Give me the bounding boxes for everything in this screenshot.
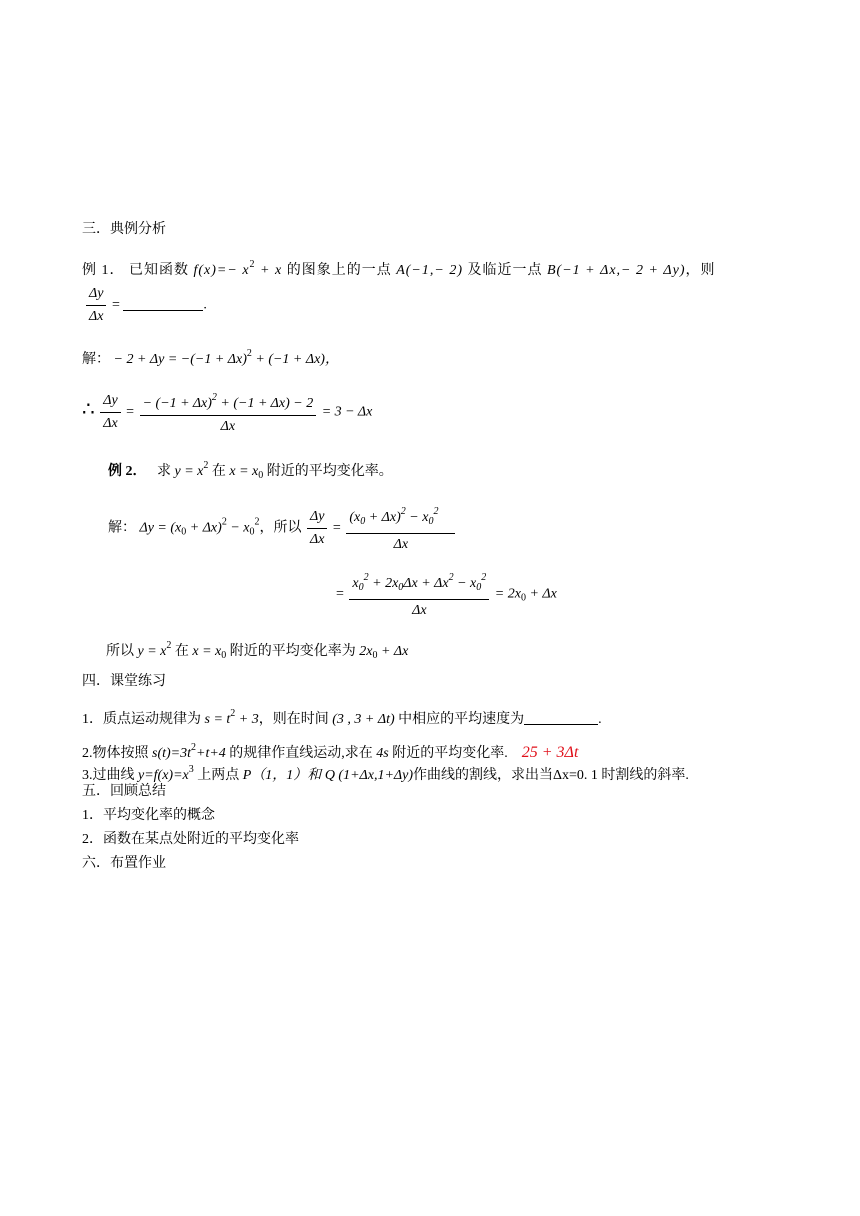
exercise-2-answer: 25 + 3Δt [521,744,579,761]
exercise-1: 1．质点运动规律为 $s = t^2 + 3$，则在时间 (3 , 3 + Δt) 中相应的平均速度为 . [82,708,602,727]
section-4-heading: 四．课堂练习 [82,674,166,689]
answer-blank [123,296,203,311]
section-3-heading: 三．典例分析 [82,222,166,237]
example-1-solution-step: 解： − $2 + \Delta y = -(-1 + \Delta x)^2 + (-1 + \Delta x)$， [82,348,339,367]
example-2-solution-line-1: 解： $\Delta y = (x_0 + \Delta x)^2 - x_0^2$，所以 $\frac{\Delta y}{\Delta x}$ = $\frac{(x_0 + \Delta x)^2 - x_0^2}{\Delta x}$ [108,502,457,555]
dy-dx-fraction: $\frac{\Delta y}{\Delta x}$ [86,284,106,327]
example-2-conclusion: 所以 $y = x^2$ 在 $x = x_0$ 附近的平均变化率为 $2x_0 + \Delta x$ [106,640,409,661]
example-2-label: 例 2． [108,464,147,479]
example-2-statement: 例 2． 求 $y = x^2$ 在 $x = x_0$ 附近的平均变化率。 [108,460,393,481]
section-5-heading: 五．回顾总结 [82,784,166,799]
solution-fraction: $\frac{- (-1 + \Delta x)^2 + (-1 + \Delta x) - 2}{\Delta x}$ [140,388,317,437]
example-2-solution-line-2: = $\frac{x_0^2 + 2x_0\Delta x + \Delta x^2 - x_0^2}{\Delta x}$ = $2x_0 + \Delta x$ [336,568,557,621]
example-1-solution-result: ∴ $\frac{\Delta y}{\Delta x}$ = $\frac{- (-1 + \Delta x)^2 + (-1 + \Delta x) - 2}{\Delta x}$ = 3 − Δx [82,388,372,437]
example-2-fraction-1: $\frac{(x_0 + \Delta x)^2 - x_0^2}{\Delta x}$ [346,502,455,555]
example-1-question: $\frac{\Delta y}{\Delta x}$ = . [84,284,207,327]
summary-item-1: 1．平均变化率的概念 [82,808,215,823]
exercise-3: 3.过曲线 $y=f(x)=x^3$ 上两点 P（1，1）和 Q (1+Δx,1+Δy)作曲线的割线，求出当Δx=0. 1 时割线的斜率. [82,764,689,783]
exercise-1-blank [524,710,598,725]
exercise-2: 2.物体按照 $s(t)=3t^2+t+4$ 的规律作直线运动,求在 4s 附近的平均变化率. 25 + 3Δt [82,742,579,761]
example-1-label: 例 1． [82,263,125,278]
example-2-fraction-2: $\frac{x_0^2 + 2x_0\Delta x + \Delta x^2 - x_0^2}{\Delta x}$ [349,568,489,621]
section-6-heading: 六．布置作业 [82,856,166,871]
example-1-statement: 例 1． 已知函数 $f(x)=- x^2 + x$ 的图象上的一点 A(−1,− 2) 及临近一点 B(−1 + Δx,− 2 + Δy)，则 [82,259,716,278]
summary-item-2: 2．函数在某点处附近的平均变化率 [82,832,299,847]
